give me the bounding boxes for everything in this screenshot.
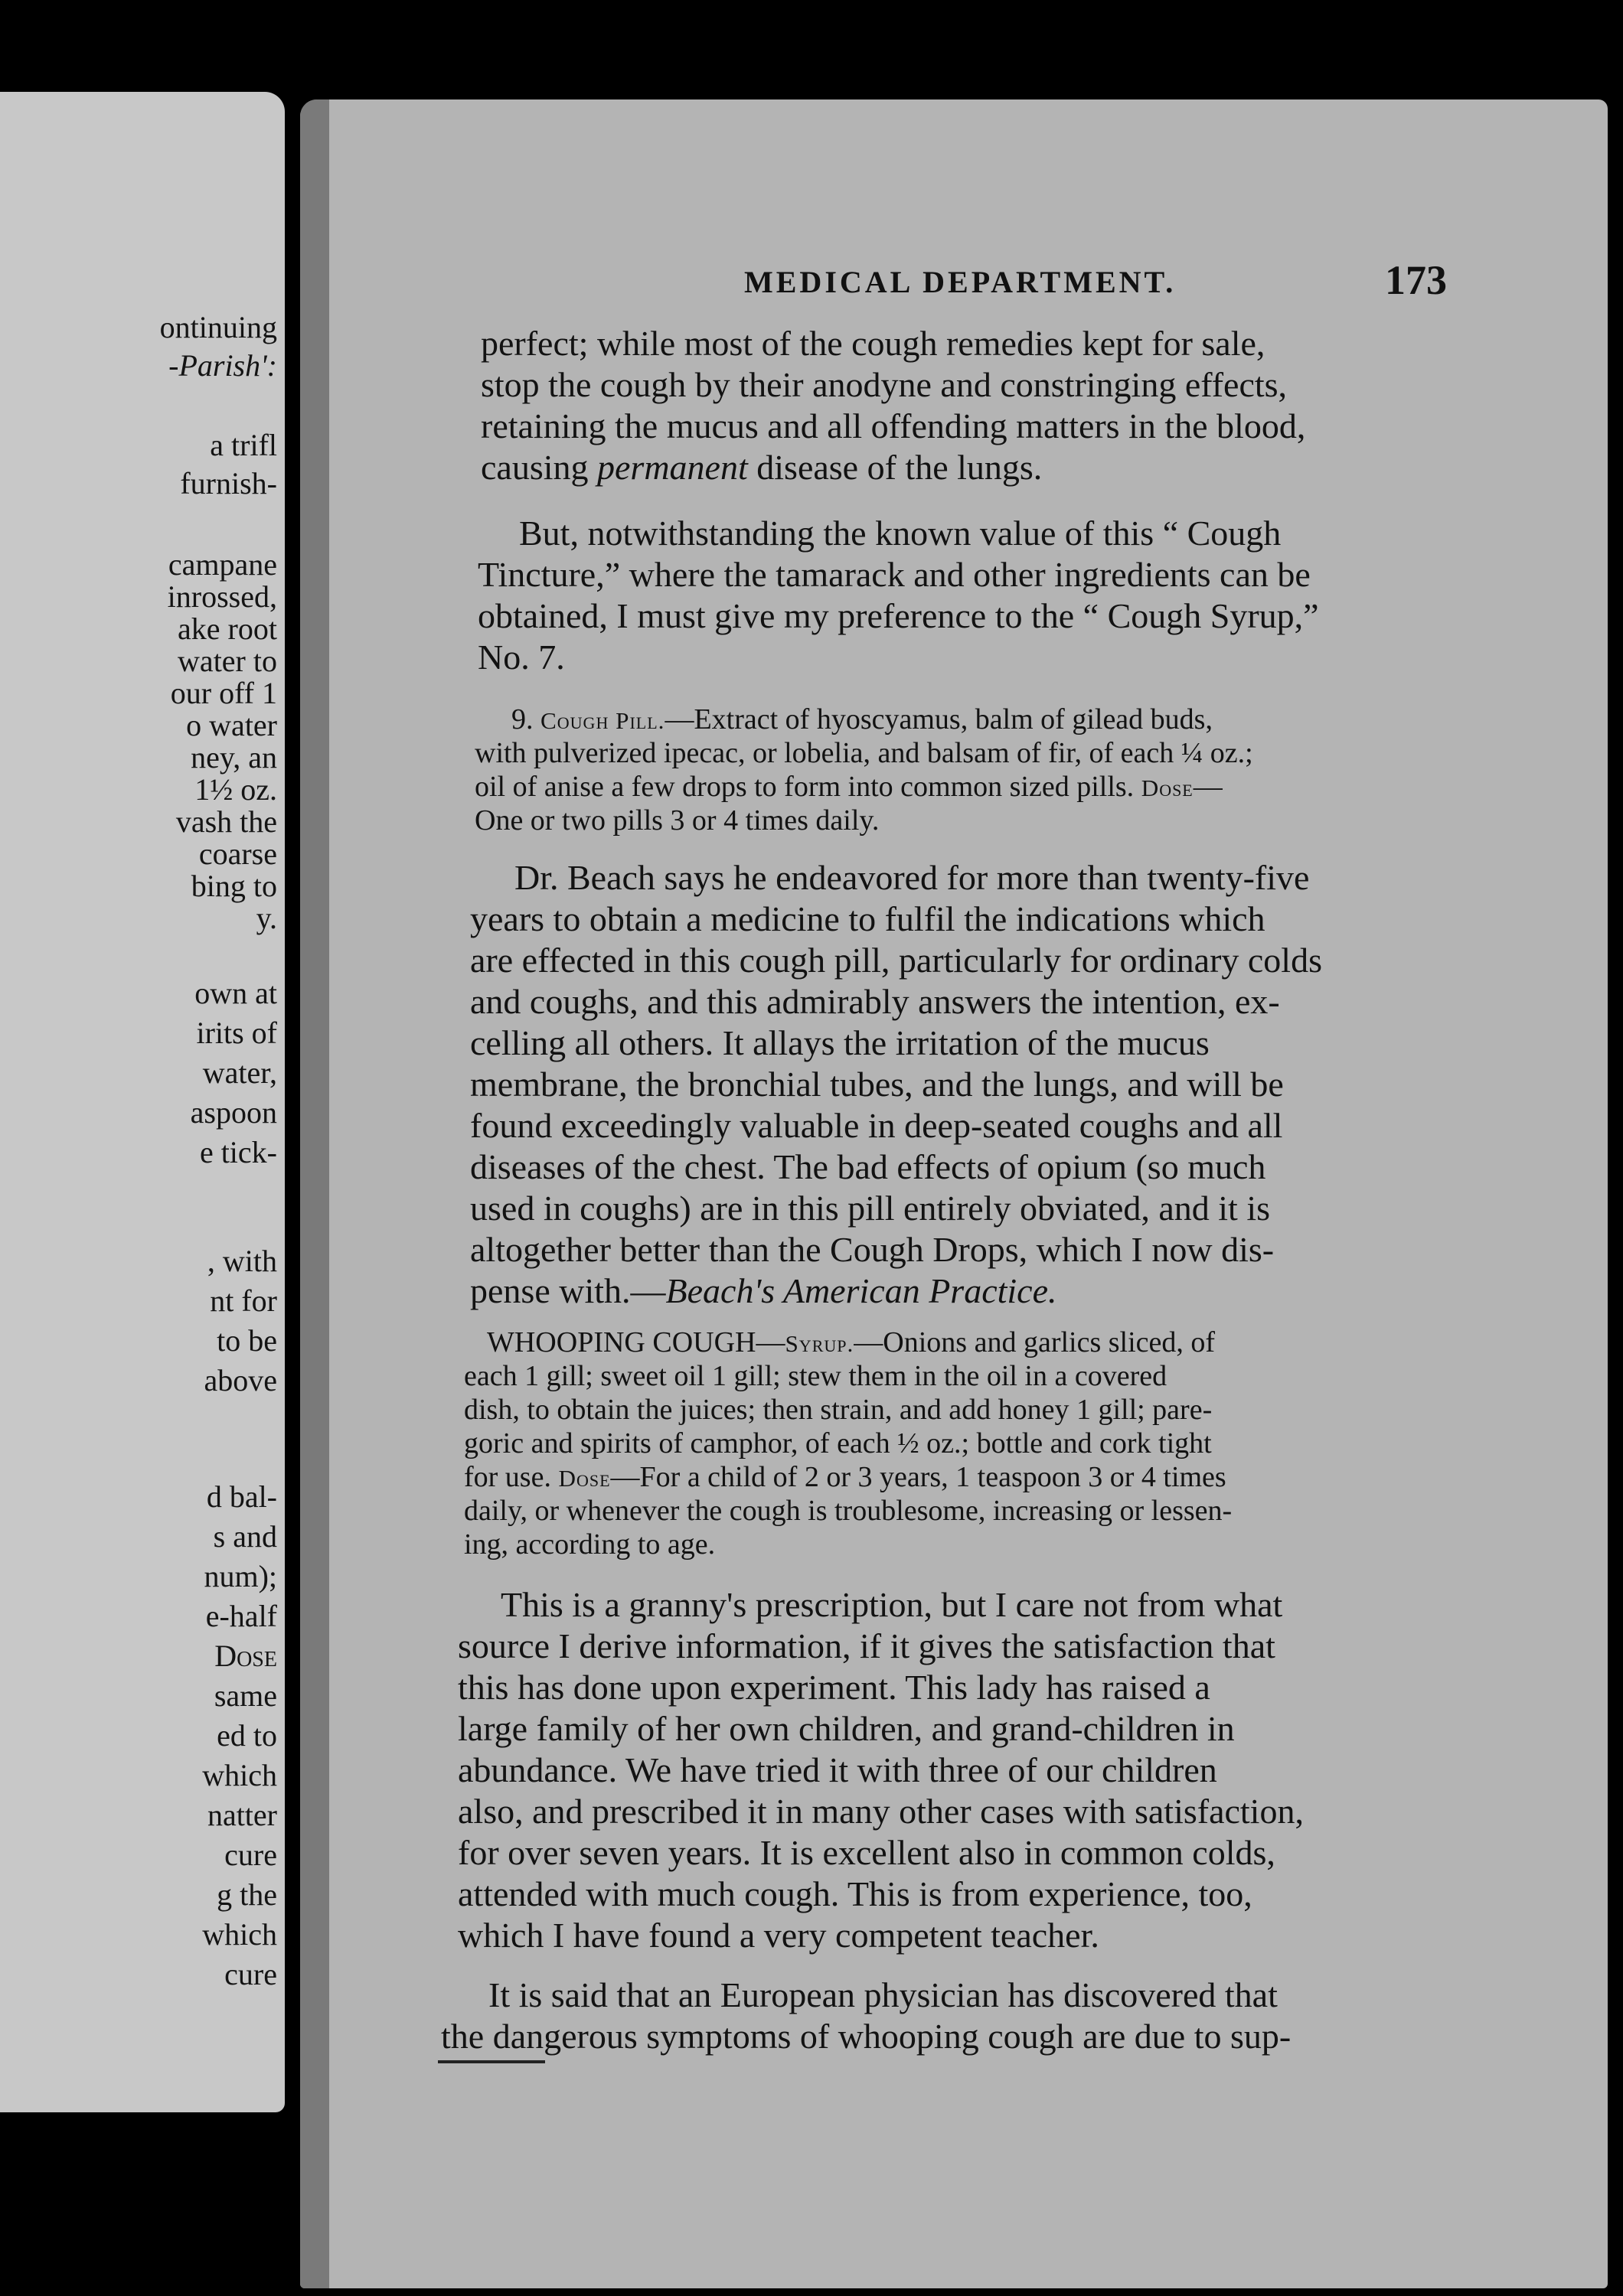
left-page-line: ed to — [217, 1718, 277, 1753]
recipe-line — [511, 703, 1213, 736]
text-line — [470, 1270, 1057, 1311]
text-run: — — [1193, 771, 1223, 803]
recipe-line — [464, 1460, 1226, 1494]
left-page-line: inrossed, — [167, 579, 277, 614]
text-run: —For a child of 2 or 3 years, 1 teaspoon 3 or 4 times — [610, 1461, 1226, 1493]
recipe-line: goric and spirits of camphor, of each ½ oz.; bottle and cork tight — [464, 1427, 1212, 1459]
left-page-line: furnish- — [180, 466, 277, 501]
text-line: Tincture,” where the tamarack and other ingredients can be — [478, 555, 1311, 594]
text-line: used in coughs) are in this pill entirely obviated, and it is — [470, 1189, 1271, 1228]
left-page-line: which — [202, 1758, 277, 1792]
text-line: This is a granny's prescription, but I care not from what — [501, 1585, 1283, 1624]
text-line: celling all others. It allays the irritation of the mucus — [470, 1023, 1210, 1062]
text-line: this has done upon experiment. This lady has raised a — [458, 1668, 1210, 1707]
text-line: diseases of the chest. The bad effects of opium (so much — [470, 1147, 1266, 1186]
recipe-line: each 1 gill; sweet oil 1 gill; stew them in the oil in a covered — [464, 1360, 1167, 1392]
italic-word: permanent — [597, 448, 748, 487]
text-line: perfect; while most of the cough remedies kept for sale, — [481, 324, 1265, 363]
left-page-line: g the — [217, 1877, 277, 1912]
underline-mark — [438, 2060, 545, 2063]
text-line: membrane, the bronchial tubes, and the lungs, and will be — [470, 1065, 1284, 1104]
left-page-line: above — [204, 1363, 277, 1397]
left-page-fragment — [0, 92, 285, 2112]
left-page-line: ney, an — [191, 740, 277, 775]
text-line: for over seven years. It is excellent also in common colds, — [458, 1833, 1275, 1872]
text-line: are effected in this cough pill, particularly for ordinary colds — [470, 941, 1322, 980]
left-page-line: 1½ oz. — [194, 772, 277, 807]
left-page-line: irits of — [196, 1016, 277, 1050]
text-line: abundance. We have tried it with three of our children — [458, 1750, 1217, 1789]
text-run: —Extract of hyoscyamus, balm of gilead buds, — [665, 703, 1213, 735]
text-line: the dangerous symptoms of whooping cough are due to sup- — [441, 2017, 1292, 2056]
left-page-line: our off 1 — [170, 676, 277, 710]
text-line: and coughs, and this admirably answers the intention, ex- — [470, 982, 1280, 1021]
text-run: oil of anise a few drops to form into common sized pills. — [475, 771, 1135, 803]
left-page-line: e-half — [205, 1599, 277, 1633]
dose-label: Dose — [1141, 775, 1194, 801]
left-page-line: campane — [168, 547, 277, 582]
left-page-line: o water — [186, 708, 277, 742]
recipe-line: with pulverized ipecac, or lobelia, and balsam of fir, of each ¼ oz.; — [475, 737, 1253, 769]
left-page-line: ake root — [178, 612, 277, 646]
left-page-line: a trifl — [210, 428, 277, 462]
left-page-line: , with — [207, 1244, 277, 1278]
text-line: which I have found a very competent teacher. — [458, 1916, 1099, 1955]
left-page-line: to be — [217, 1323, 277, 1358]
text-line: obtained, I must give my preference to the “ Cough Syrup,” — [478, 596, 1319, 635]
recipe-line — [475, 770, 1223, 804]
citation: Beach's American Practice. — [665, 1271, 1057, 1310]
text-line: also, and prescribed it in many other cases with satisfaction, — [458, 1792, 1304, 1831]
recipe-heading: WHOOPING COUGH — [487, 1326, 756, 1358]
text-run: pense with.— — [470, 1271, 666, 1310]
text-run: causing — [481, 448, 589, 487]
left-page-line: y. — [256, 901, 277, 935]
left-page-line: bing to — [191, 869, 277, 903]
recipe-line: ing, according to age. — [464, 1528, 716, 1561]
recipe-line: WHOOPING COUGH—Syrup.—Onions and garlics sliced, of — [487, 1326, 1216, 1358]
dose-label: Dose — [558, 1465, 611, 1492]
left-page-line: num); — [204, 1559, 277, 1593]
left-page-line: -Parish': — [168, 348, 277, 383]
text-line: attended with much cough. This is from experience, too, — [458, 1874, 1252, 1913]
left-page-line: ontinuing — [159, 310, 277, 344]
left-page-line: coarse — [198, 837, 277, 871]
text-line: It is said that an European physician has discovered that — [488, 1975, 1278, 2014]
left-page-line: cure — [224, 1957, 277, 1991]
text-line: altogether better than the Cough Drops, which I now dis- — [470, 1230, 1275, 1269]
page-gutter-shadow — [300, 99, 329, 2288]
text-run: for use. — [464, 1461, 551, 1493]
running-head: MEDICAL DEPARTMENT. — [744, 265, 1177, 299]
text-line: large family of her own children, and grand-children in — [458, 1709, 1235, 1748]
left-page-line: s and — [213, 1519, 277, 1554]
recipe-title: Cough Pill. — [540, 707, 665, 734]
text-run: —Onions and garlics sliced, of — [854, 1326, 1216, 1358]
book-page — [300, 99, 1608, 2288]
left-page-line: vash the — [175, 804, 277, 839]
recipe-line: One or two pills 3 or 4 times daily. — [475, 804, 880, 837]
left-page-line: water, — [202, 1055, 277, 1090]
recipe-title: Syrup. — [785, 1330, 854, 1357]
left-page-line: nt for — [210, 1283, 277, 1318]
page-number: 173 — [1385, 257, 1447, 303]
left-page-line: own at — [194, 976, 277, 1010]
left-page-line: e tick- — [199, 1135, 277, 1169]
text-line — [481, 447, 1042, 488]
left-page-line: natter — [207, 1798, 277, 1832]
text-run: disease of the lungs. — [756, 448, 1043, 487]
text-line: stop the cough by their anodyne and constringing effects, — [481, 365, 1288, 404]
left-page-line: aspoon — [190, 1095, 277, 1130]
recipe-number: 9. — [511, 703, 534, 735]
text-line: found exceedingly valuable in deep-seated coughs and all — [470, 1106, 1283, 1145]
left-page-line: same — [214, 1678, 277, 1713]
text-line: No. 7. — [478, 638, 565, 677]
recipe-line: dish, to obtain the juices; then strain, and add honey 1 gill; pare- — [464, 1394, 1213, 1426]
recipe-line: daily, or whenever the cough is troublesome, increasing or lessen- — [464, 1495, 1233, 1527]
left-page-line: cure — [224, 1838, 277, 1872]
left-page-line: d bal- — [206, 1479, 277, 1514]
text-line: years to obtain a medicine to fulfil the indications which — [470, 899, 1265, 938]
left-page-line: which — [202, 1917, 277, 1952]
text-line: Dr. Beach says he endeavored for more than twenty-five — [514, 858, 1310, 897]
text-line: source I derive information, if it gives the satisfaction that — [458, 1626, 1275, 1665]
left-page-line: water to — [178, 644, 277, 678]
text-line: retaining the mucus and all offending matters in the blood, — [481, 406, 1306, 445]
left-page-line: Dose — [214, 1639, 277, 1673]
text-line: But, notwithstanding the known value of this “ Cough — [519, 514, 1282, 553]
